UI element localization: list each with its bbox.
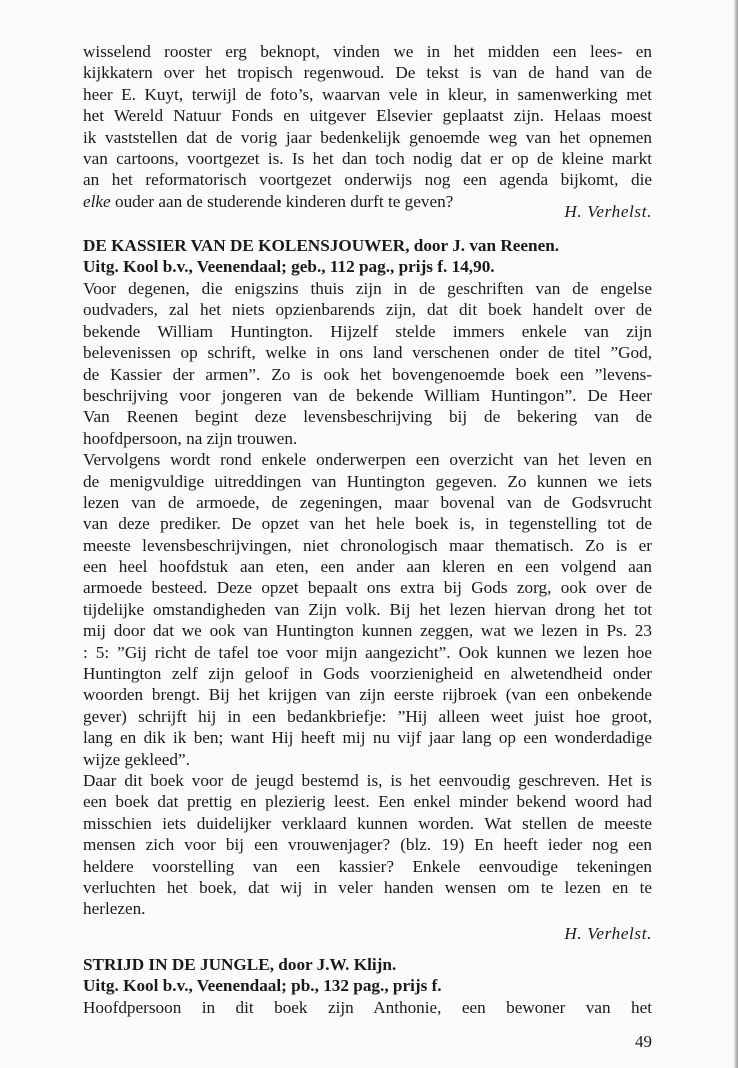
paragraph-line: misschien iets duidelijker verklaard kunnen worden. Wat stellen de meeste <box>83 813 652 833</box>
text: ouder aan de studerende kinderen durft te geven? <box>110 191 454 211</box>
review-1-signature: H. Verhelst. <box>564 202 652 221</box>
paragraph-line: wisselend rooster erg beknopt, vinden we in het midden een lees- en <box>83 42 652 61</box>
paragraph-line: heldere voorstelling van een kassier? Enkele eenvoudige tekeningen <box>83 856 652 876</box>
paragraph-line: de menigvuldige uitreddingen van Huntington gegeven. Zo kunnen we iets <box>83 471 652 491</box>
paragraph-line: Vervolgens wordt rond enkele onderwerpen een overzicht van het leven en <box>83 450 652 470</box>
paragraph-line: lezen van de armoede, de zegeningen, maar bovenal van de Godsvrucht <box>83 492 652 512</box>
paragraph-line: woorden brengt. Bij het krijgen van zijn eerste rijbroek (van een onbekende <box>83 685 652 705</box>
page-number: 49 <box>635 1032 652 1051</box>
paragraph-line: belevenissen op schrift, welke in ons land verschenen onder de titel ”God, <box>83 343 652 363</box>
paragraph <box>83 449 652 770</box>
paragraph-line: een boek dat prettig en plezierig leest. Een enkel minder bekend woord had <box>83 792 652 812</box>
book-title: DE KASSIER VAN DE KOLENSJOUWER, door J. van Reenen. <box>83 236 560 255</box>
review-2-text <box>83 278 652 920</box>
paragraph-line: beschrijving voor jongeren van de bekende William Huntingon”. De Heer <box>83 385 652 405</box>
paragraph-line: de Kassier der armen”. Zo is ook het bovengenoemde boek een ”levens- <box>83 364 652 384</box>
book-publisher: Uitg. Kool b.v., Veenendaal; geb., 112 pag., prijs f. 14,90. <box>83 257 495 277</box>
paragraph-line: hoofdpersoon, na zijn trouwen. <box>83 428 298 448</box>
book-title: STRIJD IN DE JUNGLE, door J.W. Klijn. <box>83 955 397 974</box>
paragraph-line: Hoofdpersoon in dit boek zijn Anthonie, een bewoner van het <box>83 997 652 1017</box>
paragraph-line: meeste levensbeschrijvingen, niet chronologisch maar thematisch. Zo is er <box>83 535 652 555</box>
review-1-text <box>83 41 652 212</box>
paragraph-line: tijdelijke omstandigheden van Zijn volk. Bij het lezen hiervan drong het tot <box>83 599 652 619</box>
paragraph-line: mij door dat we ook van Huntington kunnen zeggen, wat we lezen in Ps. 23 <box>83 621 652 641</box>
paragraph-line: gever) schrijft hij in een bedankbriefje: ”Hij alleen weet juist hoe groot, <box>83 706 652 726</box>
paragraph-line: Van Reenen begint deze levensbeschrijving bij de bekering van de <box>83 407 652 427</box>
paragraph-line: van cartoons, voortgezet is. Is het dan toch nodig dat er op de kleine markt <box>83 148 652 168</box>
paragraph-line: bekende William Huntington. Hijzelf stelde immers enkele van zijn <box>83 321 652 341</box>
paragraph-line: mensen zich voor bij een vrouwenjager? (blz. 19) En heeft ieder nog een <box>83 835 652 855</box>
review-2-signature: H. Verhelst. <box>564 924 652 943</box>
paragraph-line: ik vaststellen dat de vorig jaar bedenkelijk genoemde weg van het opnemen <box>83 127 652 147</box>
paragraph-line: an het reformatorisch voortgezet onderwijs nog een agenda bijkomt, die <box>83 170 652 190</box>
paragraph-line: heer E. Kuyt, terwijl de foto’s, waarvan vele in kleur, in samenwerking met <box>83 84 652 104</box>
paragraph <box>83 770 652 920</box>
paragraph-line: verluchten het boek, dat wij in veler handen wensen om te lezen en te <box>83 877 652 897</box>
paragraph-line: het Wereld Natuur Fonds en uitgever Elsevier geplaatst zijn. Helaas moest <box>83 106 652 126</box>
paragraph <box>83 278 652 449</box>
paragraph-line: een heel hoofdstuk aan eten, een ander aan kleren en een volgend aan <box>83 557 652 577</box>
paragraph-line: wijze gekleed”. <box>83 749 190 769</box>
emphasis: elke <box>83 191 111 211</box>
paragraph-line: oudvaders, zal het niets opzienbarends zijn, dat dit boek handelt over de <box>83 300 652 320</box>
paragraph-line: Voor degenen, die enigszins thuis zijn in de geschriften van de engelse <box>83 279 652 298</box>
paragraph-line: kijkkatern over het tropisch regenwoud. De tekst is van de hand van de <box>83 63 652 83</box>
paragraph-line: Daar dit boek voor de jeugd bestemd is, is het eenvoudig geschreven. Het is <box>83 770 652 790</box>
book-publisher: Uitg. Kool b.v., Veenendaal; pb., 132 pag., prijs f. <box>83 976 442 996</box>
paragraph-line: van deze prediker. De opzet van het hele boek is, in tegenstelling tot de <box>83 514 652 534</box>
review-3 <box>83 954 652 1018</box>
review-2-heading <box>83 235 652 278</box>
paragraph-line: Huntington zelf zijn geloof in Gods voorzienigheid en alwetendheid onder <box>83 664 652 684</box>
scan-edge <box>734 0 738 1068</box>
paragraph-line: armoede besteed. Deze opzet bepaalt ons extra bij Gods zorg, ook over de <box>83 578 652 598</box>
paragraph-line: : 5: ”Gij richt de tafel toe voor mijn aangezicht”. Ook kunnen we lezen hoe <box>83 642 652 662</box>
paragraph-line: herlezen. <box>83 899 146 919</box>
paragraph-line: lang en dik ik ben; want Hij heeft mij nu vijf jaar lang op een wonderdadige <box>83 728 652 748</box>
